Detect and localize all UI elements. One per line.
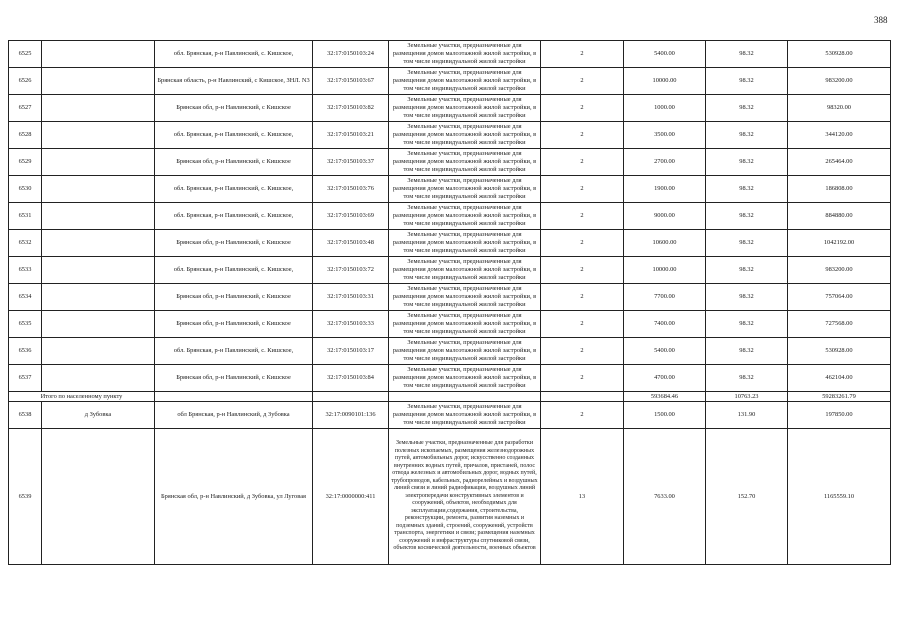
cadastral-value-cell: 344120.00: [788, 122, 891, 149]
address-cell: Брянская обл, р-н Навлинский, с Кишское: [155, 284, 313, 311]
address-cell: обл. Брянская, р-н Павлинский, с. Кишское,: [155, 338, 313, 365]
cadastral-value-cell: 983200.00: [788, 257, 891, 284]
category-cell: 2: [541, 257, 624, 284]
cadastral-value-cell: 98320.00: [788, 95, 891, 122]
cadastral-number-cell: 32:17:0150103:31: [313, 284, 389, 311]
specific-value-cell: 98.32: [706, 365, 788, 392]
address-cell: обл. Брянская, р-н Павлинский, с. Кишское,: [155, 122, 313, 149]
row-number-cell: 6529: [9, 149, 42, 176]
land-use-cell: Земельные участки, предназначенные для размещения домов малоэтажной жилой застройки, в том числе индивидуальной жилой застройки: [389, 311, 541, 338]
land-use-cell: Земельные участки, предназначенные для размещения домов малоэтажной жилой застройки, в том числе индивидуальной жилой застройки: [389, 122, 541, 149]
table-row: [9, 203, 891, 230]
specific-value-cell: 98.32: [706, 230, 788, 257]
total-empty-cell: [541, 392, 624, 402]
category-cell: 2: [541, 311, 624, 338]
total-row: [9, 392, 891, 402]
land-use-cell: Земельные участки, предназначенные для размещения домов малоэтажной жилой застройки, в том числе индивидуальной жилой застройки: [389, 338, 541, 365]
settlement-cell: [42, 338, 155, 365]
cadastral-number-cell: 32:17:0150103:67: [313, 68, 389, 95]
category-cell: 2: [541, 41, 624, 68]
specific-value-cell: 98.32: [706, 149, 788, 176]
area-cell: 7633.00: [624, 429, 706, 565]
cadastral-value-cell: 757064.00: [788, 284, 891, 311]
land-use-cell: Земельные участки, предназначенные для размещения домов малоэтажной жилой застройки, в том числе индивидуальной жилой застройки: [389, 41, 541, 68]
category-cell: 13: [541, 429, 624, 565]
table-row: [9, 429, 891, 565]
cadastral-number-cell: 32:17:0150103:33: [313, 311, 389, 338]
settlement-cell: [42, 203, 155, 230]
address-cell: Брянская область, р-н Навлинский, с Кишское, ЗНЛ. N3: [155, 68, 313, 95]
specific-value-cell: 98.32: [706, 122, 788, 149]
address-cell: обл Брянская, р-н Навлинский, д Зубовка: [155, 402, 313, 429]
cadastral-value-cell: 1165559.10: [788, 429, 891, 565]
table-row: [9, 365, 891, 392]
address-cell: Брянская обл, р-н Навлинский, с Кишское: [155, 230, 313, 257]
address-cell: обл. Брянская, р-н Павлинский, с. Кишское,: [155, 203, 313, 230]
land-use-cell: Земельные участки, предназначенные для размещения домов малоэтажной жилой застройки, в том числе индивидуальной жилой застройки: [389, 68, 541, 95]
land-use-cell: Земельные участки, предназначенные для размещения домов малоэтажной жилой застройки, в том числе индивидуальной жилой застройки: [389, 402, 541, 429]
cadastral-value-cell: 530928.00: [788, 338, 891, 365]
table-row: [9, 402, 891, 429]
settlement-cell: [42, 429, 155, 565]
specific-value-cell: 98.32: [706, 284, 788, 311]
table-row: [9, 95, 891, 122]
row-number-cell: 6536: [9, 338, 42, 365]
category-cell: 2: [541, 365, 624, 392]
specific-value-cell: 98.32: [706, 257, 788, 284]
row-number-cell: 6528: [9, 122, 42, 149]
table-row: [9, 176, 891, 203]
specific-value-cell: 98.32: [706, 311, 788, 338]
area-cell: 1500.00: [624, 402, 706, 429]
specific-value-cell: 98.32: [706, 338, 788, 365]
settlement-cell: [42, 284, 155, 311]
row-number-cell: 6537: [9, 365, 42, 392]
cadastral-value-cell: 983200.00: [788, 68, 891, 95]
total-empty-cell: [389, 392, 541, 402]
row-number-cell: 6531: [9, 203, 42, 230]
table-row: [9, 68, 891, 95]
specific-value-cell: 98.32: [706, 95, 788, 122]
settlement-cell: [42, 68, 155, 95]
cadastral-value-cell: 265464.00: [788, 149, 891, 176]
cadastral-number-cell: 32:17:0150103:84: [313, 365, 389, 392]
cadastral-number-cell: 32:17:0150103:24: [313, 41, 389, 68]
table-row: [9, 122, 891, 149]
specific-value-cell: 98.32: [706, 68, 788, 95]
total-area-cell: 593684.46: [624, 392, 706, 402]
cadastral-value-cell: 530928.00: [788, 41, 891, 68]
area-cell: 4700.00: [624, 365, 706, 392]
settlement-cell: [42, 41, 155, 68]
row-number-cell: 6526: [9, 68, 42, 95]
land-use-cell: Земельные участки, предназначенные для размещения домов малоэтажной жилой застройки, в том числе индивидуальной жилой застройки: [389, 365, 541, 392]
area-cell: 3500.00: [624, 122, 706, 149]
cadastral-value-table: [8, 40, 891, 565]
table-row: [9, 230, 891, 257]
address-cell: обл. Брянская, р-н Павлинский, с. Кишское,: [155, 41, 313, 68]
cadastral-value-cell: 1042192.00: [788, 230, 891, 257]
cadastral-number-cell: 32:17:0150103:76: [313, 176, 389, 203]
category-cell: 2: [541, 338, 624, 365]
table-row: [9, 257, 891, 284]
table-row: [9, 149, 891, 176]
area-cell: 10000.00: [624, 257, 706, 284]
address-cell: Брянская обл, р-н Навлинский, с Кишское: [155, 95, 313, 122]
cadastral-number-cell: 32:17:0150103:48: [313, 230, 389, 257]
cadastral-number-cell: 32:17:0150103:69: [313, 203, 389, 230]
cadastral-value-cell: 186808.00: [788, 176, 891, 203]
address-cell: обл. Брянская, р-н Павлинский, с. Кишское,: [155, 176, 313, 203]
row-number-cell: 6539: [9, 429, 42, 565]
page-number: 388: [874, 15, 888, 25]
settlement-cell: [42, 311, 155, 338]
row-number-cell: 6534: [9, 284, 42, 311]
total-value-cell: 59283261.79: [788, 392, 891, 402]
specific-value-cell: 98.32: [706, 176, 788, 203]
settlement-cell: [42, 176, 155, 203]
settlement-cell: [42, 149, 155, 176]
area-cell: 7400.00: [624, 311, 706, 338]
category-cell: 2: [541, 95, 624, 122]
specific-value-cell: 98.32: [706, 203, 788, 230]
land-use-cell: Земельные участки, предназначенные для размещения домов малоэтажной жилой застройки, в том числе индивидуальной жилой застройки: [389, 284, 541, 311]
land-use-cell: Земельные участки, предназначенные для размещения домов малоэтажной жилой застройки, в том числе индивидуальной жилой застройки: [389, 257, 541, 284]
category-cell: 2: [541, 402, 624, 429]
row-number-cell: 6530: [9, 176, 42, 203]
address-cell: обл. Брянская, р-н Павлинский, с. Кишское,: [155, 257, 313, 284]
area-cell: 1000.00: [624, 95, 706, 122]
cadastral-number-cell: 32:17:0000000:411: [313, 429, 389, 565]
area-cell: 5400.00: [624, 338, 706, 365]
table-row: [9, 284, 891, 311]
category-cell: 2: [541, 149, 624, 176]
land-use-cell: Земельные участки, предназначенные для размещения домов малоэтажной жилой застройки, в том числе индивидуальной жилой застройки: [389, 230, 541, 257]
area-cell: 10000.00: [624, 68, 706, 95]
category-cell: 2: [541, 284, 624, 311]
category-cell: 2: [541, 230, 624, 257]
category-cell: 2: [541, 203, 624, 230]
cadastral-number-cell: 32:17:0150103:17: [313, 338, 389, 365]
specific-value-cell: 152.70: [706, 429, 788, 565]
cadastral-value-cell: 462104.00: [788, 365, 891, 392]
area-cell: 7700.00: [624, 284, 706, 311]
total-empty-cell: [313, 392, 389, 402]
specific-value-cell: 131.90: [706, 402, 788, 429]
row-number-cell: 6538: [9, 402, 42, 429]
address-cell: Брянская обл, р-н Навлинский, д Зубовка, ул Луговая: [155, 429, 313, 565]
area-cell: 10600.00: [624, 230, 706, 257]
settlement-cell: [42, 230, 155, 257]
category-cell: 2: [541, 176, 624, 203]
row-number-cell: 6532: [9, 230, 42, 257]
settlement-cell: [42, 122, 155, 149]
category-cell: 2: [541, 122, 624, 149]
cadastral-number-cell: 32:17:0150103:72: [313, 257, 389, 284]
cadastral-value-cell: 197850.00: [788, 402, 891, 429]
category-cell: 2: [541, 68, 624, 95]
total-label: Итого по населенному пункту: [9, 392, 155, 402]
land-use-cell: Земельные участки, предназначенные для размещения домов малоэтажной жилой застройки, в том числе индивидуальной жилой застройки: [389, 95, 541, 122]
row-number-cell: 6535: [9, 311, 42, 338]
row-number-cell: 6527: [9, 95, 42, 122]
land-use-cell: Земельные участки, предназначенные для разработки полезных ископаемых, размещения железнодорожных путей, автомобильных дорог, искусственно созданных внутренних водных путей, причалов, пристаней, полос отвода железных и автомобильных дорог, водных путей, трубопроводов, кабельных, радиорелейных и воздушных линий связи и линий радиофикации, воздушных линий электропередачи конструктивных элементов и сооружений, объектов, необходимых для эксплуатации,содержания, строительства, реконструкции, ремонта, развития наземных и подземных зданий, строений, сооружений, устройств транспорта, энергетики и связи; размещения наземных сооружений и инфраструктуры спутниковой связи, объектов космической деятельности, военных объектов: [389, 429, 541, 565]
area-cell: 9000.00: [624, 203, 706, 230]
address-cell: Брянская обл, р-н Навлинский, с Кишское: [155, 311, 313, 338]
land-use-cell: Земельные участки, предназначенные для размещения домов малоэтажной жилой застройки, в том числе индивидуальной жилой застройки: [389, 149, 541, 176]
table-row: [9, 338, 891, 365]
cadastral-number-cell: 32:17:0150103:82: [313, 95, 389, 122]
table-row: [9, 311, 891, 338]
settlement-cell: [42, 365, 155, 392]
specific-value-cell: 98.32: [706, 41, 788, 68]
land-use-cell: Земельные участки, предназначенные для размещения домов малоэтажной жилой застройки, в том числе индивидуальной жилой застройки: [389, 203, 541, 230]
land-use-cell: Земельные участки, предназначенные для размещения домов малоэтажной жилой застройки, в том числе индивидуальной жилой застройки: [389, 176, 541, 203]
total-price-cell: 10763.23: [706, 392, 788, 402]
address-cell: Брянская обл, р-н Навлинский, с Кишское: [155, 149, 313, 176]
settlement-cell: [42, 257, 155, 284]
area-cell: 1900.00: [624, 176, 706, 203]
total-empty-cell: [155, 392, 313, 402]
cadastral-number-cell: 32:17:0150103:21: [313, 122, 389, 149]
cadastral-number-cell: 32:17:0090101:136: [313, 402, 389, 429]
settlement-cell: д Зубовка: [42, 402, 155, 429]
row-number-cell: 6525: [9, 41, 42, 68]
row-number-cell: 6533: [9, 257, 42, 284]
cadastral-value-cell: 884880.00: [788, 203, 891, 230]
cadastral-value-cell: 727568.00: [788, 311, 891, 338]
settlement-cell: [42, 95, 155, 122]
area-cell: 2700.00: [624, 149, 706, 176]
address-cell: Брянская обл, р-н Навлинский, с Кишское: [155, 365, 313, 392]
table-row: [9, 41, 891, 68]
area-cell: 5400.00: [624, 41, 706, 68]
cadastral-number-cell: 32:17:0150103:37: [313, 149, 389, 176]
